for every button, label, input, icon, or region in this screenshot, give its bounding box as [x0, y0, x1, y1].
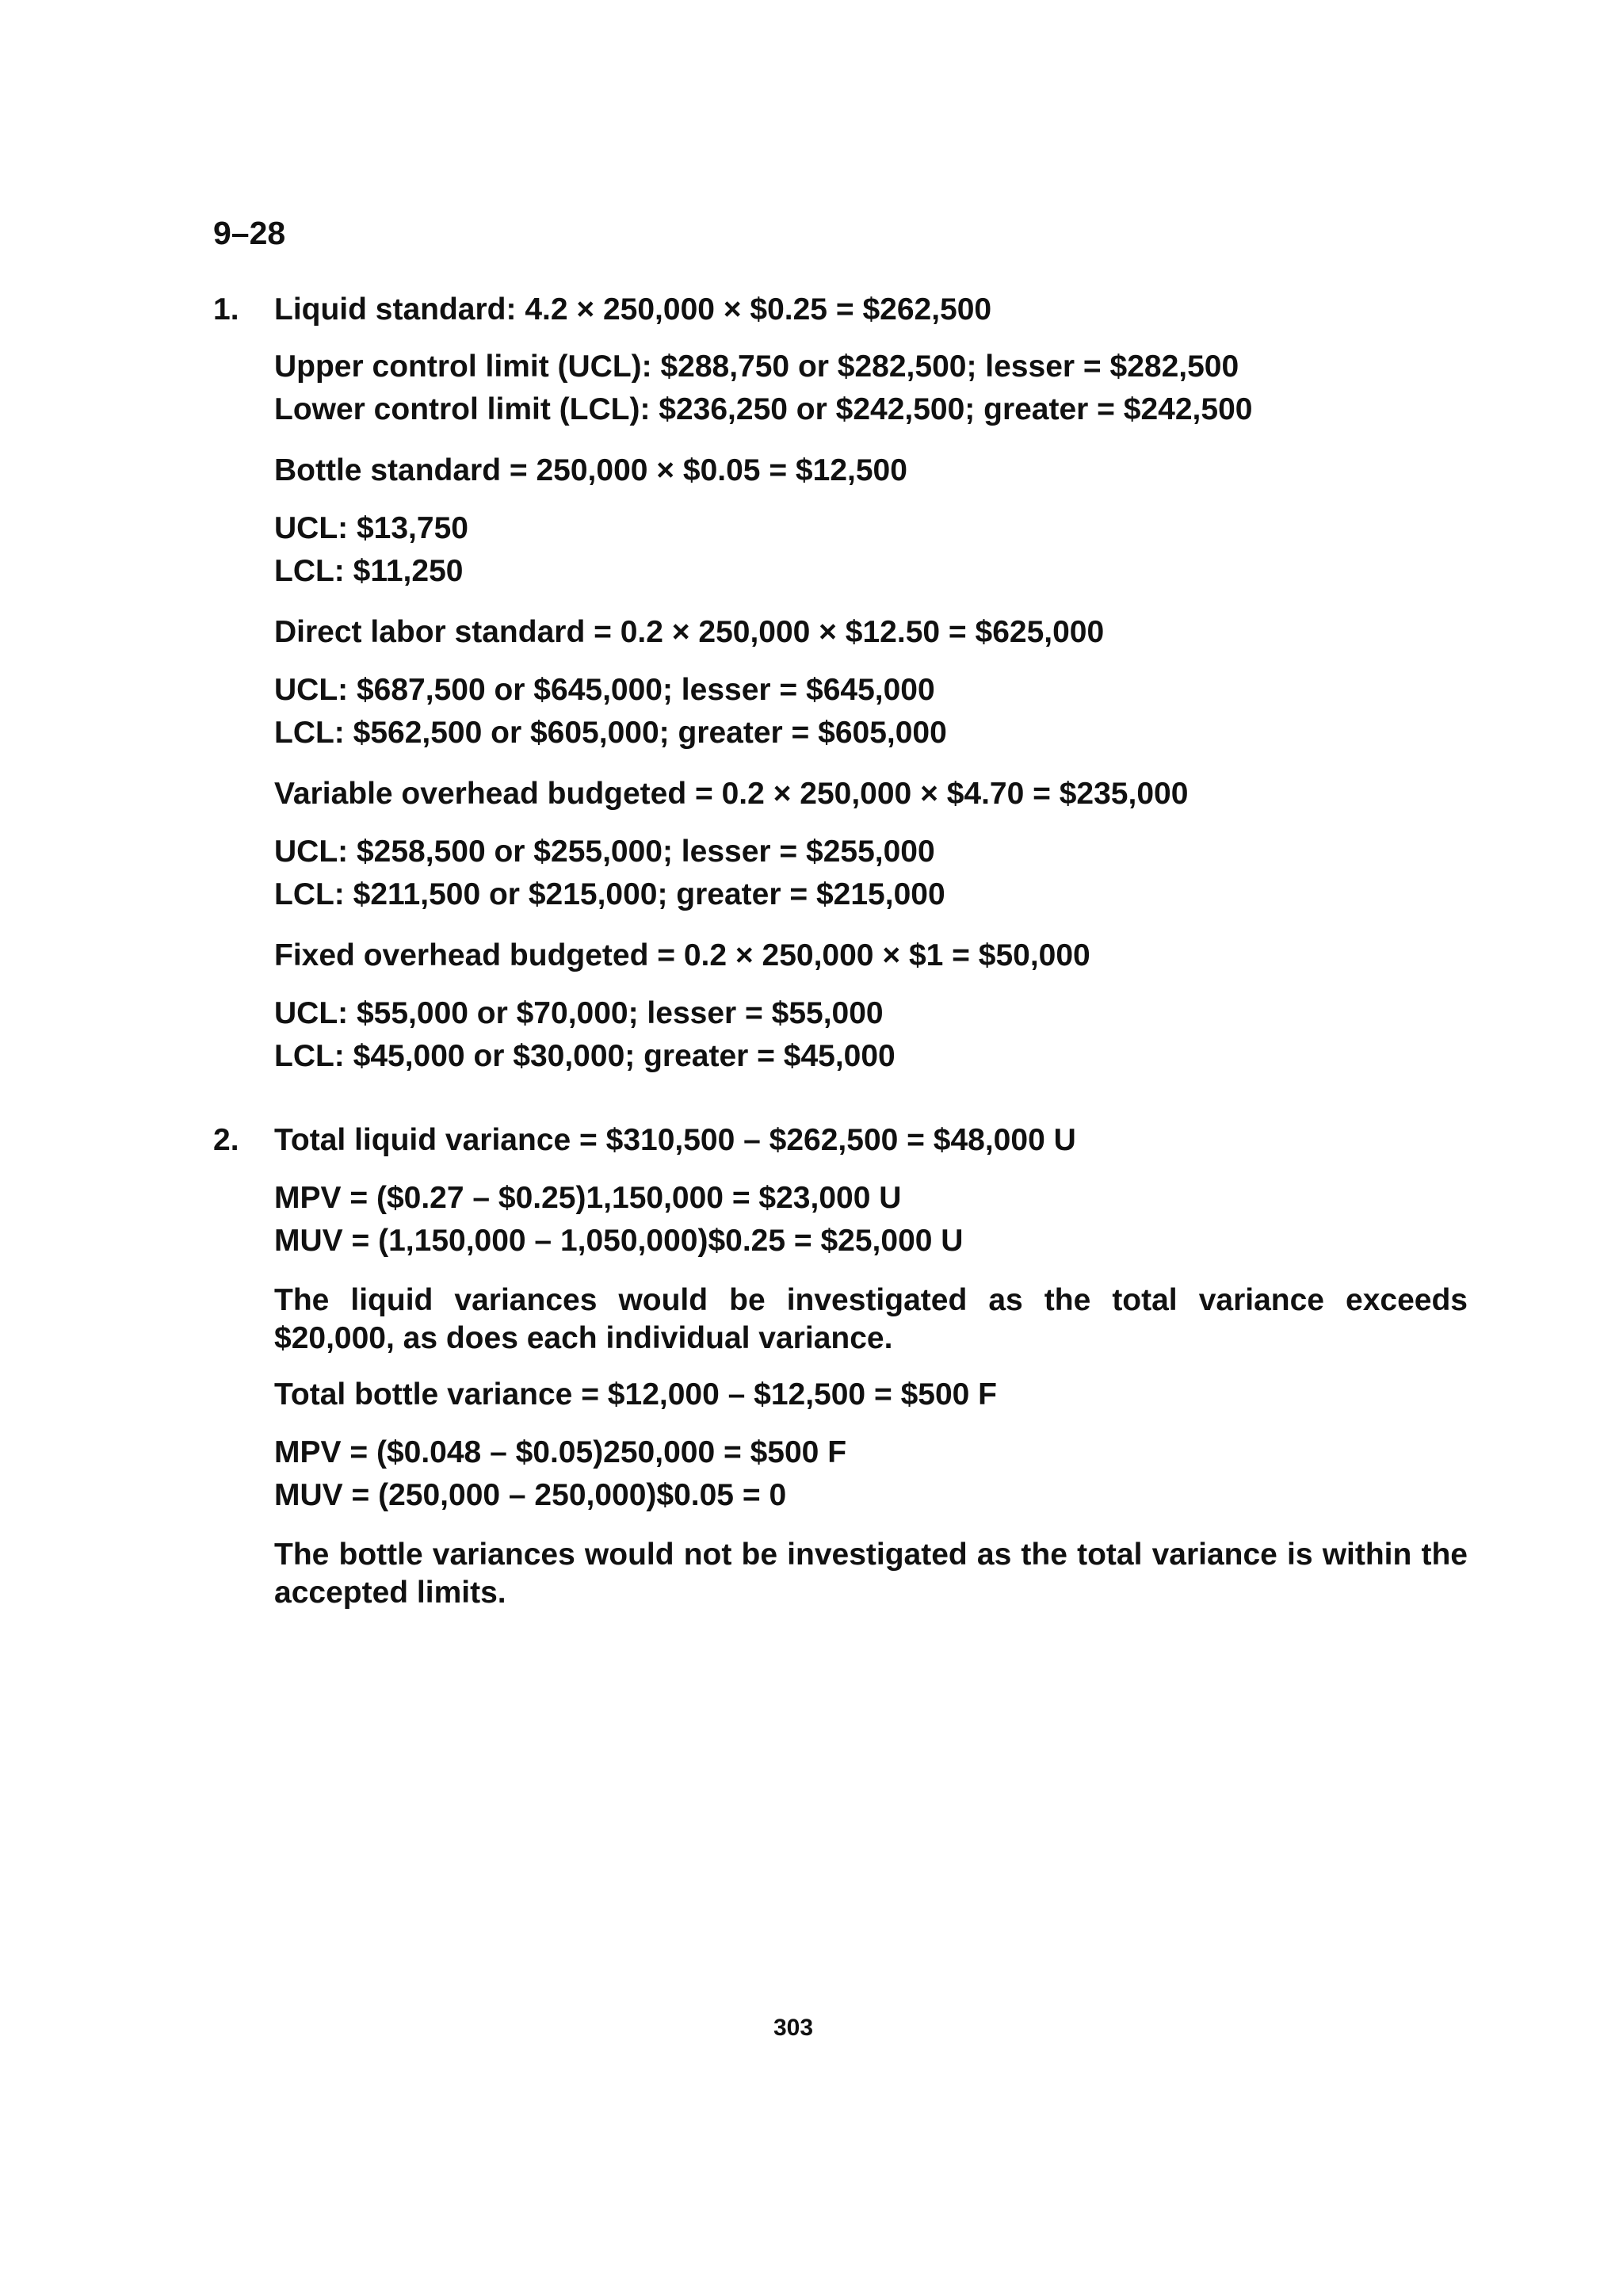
part-1-number: 1.: [213, 292, 239, 327]
bottle-standard-line: Bottle standard = 250,000 × $0.05 = $12,500: [274, 453, 907, 487]
part-2-number: 2.: [213, 1123, 239, 1157]
problem-heading: 9–28: [213, 215, 286, 251]
liquid-lcl-line: Lower control limit (LCL): $236,250 or $242,500; greater = $242,500: [274, 392, 1253, 426]
total-liquid-variance-line: Total liquid variance = $310,500 – $262,500 = $48,000 U: [274, 1123, 1076, 1157]
variable-overhead-lcl-line: LCL: $211,500 or $215,000; greater = $215,000: [274, 877, 945, 911]
labor-standard-line: Direct labor standard = 0.2 × 250,000 × $12.50 = $625,000: [274, 615, 1105, 649]
bottle-conclusion-paragraph: The bottle variances would not be investigated as the total variance is within the accepted limits.: [274, 1538, 1468, 1610]
variable-overhead-ucl-line: UCL: $258,500 or $255,000; lesser = $255,000: [274, 835, 935, 869]
bottle-ucl-line: UCL: $13,750: [274, 511, 468, 545]
labor-lcl-line: LCL: $562,500 or $605,000; greater = $605,000: [274, 716, 947, 750]
page-number: 303: [773, 2015, 814, 2041]
bottle-lcl-line: LCL: $11,250: [274, 554, 464, 588]
liquid-mpv-line: MPV = ($0.27 – $0.25)1,150,000 = $23,000 U: [274, 1181, 902, 1215]
liquid-conclusion-paragraph: The liquid variances would be investigated as the total variance exceeds $20,000, as does each individual variance.: [274, 1283, 1468, 1355]
labor-ucl-line: UCL: $687,500 or $645,000; lesser = $645,000: [274, 673, 935, 707]
liquid-standard-line: Liquid standard: 4.2 × 250,000 × $0.25 = $262,500: [274, 292, 992, 327]
bottle-muv-line: MUV = (250,000 – 250,000)$0.05 = 0: [274, 1478, 787, 1512]
total-bottle-variance-line: Total bottle variance = $12,000 – $12,500 = $500 F: [274, 1377, 997, 1412]
liquid-muv-line: MUV = (1,150,000 – 1,050,000)$0.25 = $25,000 U: [274, 1224, 964, 1258]
fixed-overhead-lcl-line: LCL: $45,000 or $30,000; greater = $45,000: [274, 1039, 896, 1073]
liquid-ucl-line: Upper control limit (UCL): $288,750 or $282,500; lesser = $282,500: [274, 350, 1239, 384]
bottle-mpv-line: MPV = ($0.048 – $0.05)250,000 = $500 F: [274, 1435, 847, 1469]
fixed-overhead-line: Fixed overhead budgeted = 0.2 × 250,000 × $1 = $50,000: [274, 938, 1090, 972]
variable-overhead-line: Variable overhead budgeted = 0.2 × 250,000 × $4.70 = $235,000: [274, 777, 1189, 811]
fixed-overhead-ucl-line: UCL: $55,000 or $70,000; lesser = $55,000: [274, 996, 884, 1030]
